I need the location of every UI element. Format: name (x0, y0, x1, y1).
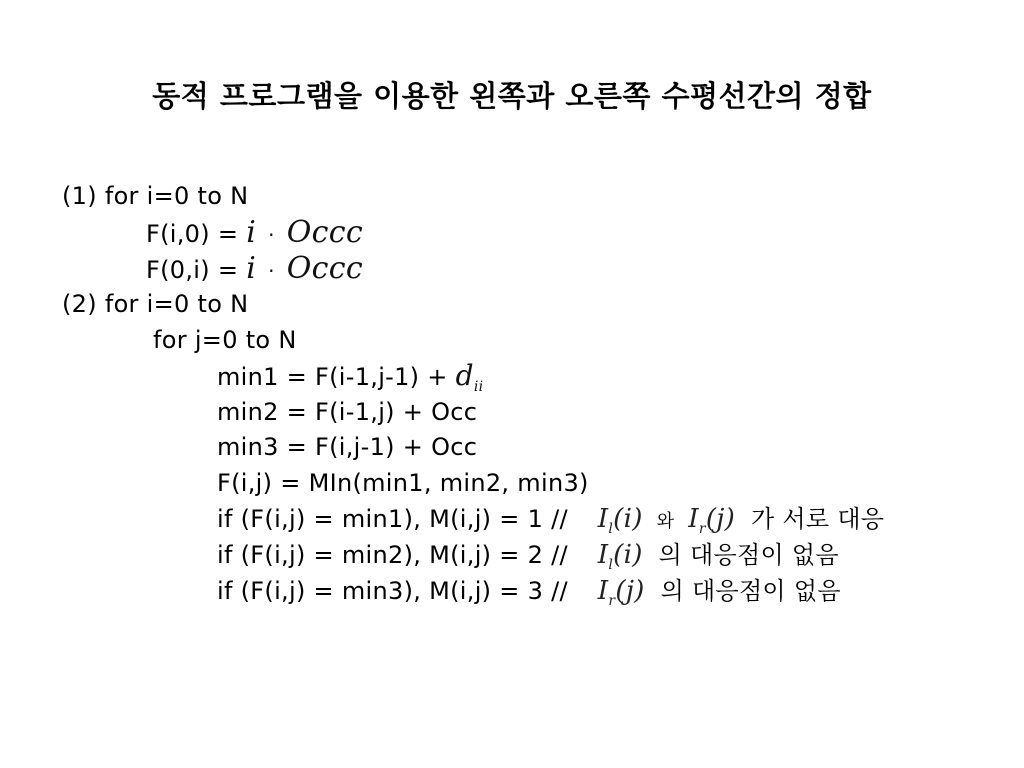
code-line-4: (2) for i=0 to N (62, 290, 249, 318)
code-line-2 (146, 215, 363, 250)
code-line-10 (217, 504, 884, 544)
code-text: min1 = F(i-1,j-1) + (217, 363, 448, 391)
formula-il: $I_l(i)$ (597, 540, 643, 573)
code-line-8: min3 = F(i,j-1) + Occ (217, 433, 478, 461)
math-d: d (455, 359, 474, 392)
code-line-6 (217, 361, 483, 402)
code-text: if (F(i,j) = min2), M(i,j) = 2 // (217, 541, 568, 569)
math-i: i (246, 215, 257, 250)
math-i: i (246, 251, 257, 286)
code-line-5: for j=0 to N (153, 326, 297, 354)
comment-and: 와 (656, 511, 675, 532)
formula-i-occ (246, 251, 363, 286)
math-dot: · (268, 223, 275, 247)
code-line-11 (217, 540, 839, 580)
comment-text: 의 대응점이 없음 (660, 577, 841, 605)
math-occ: Occc (286, 215, 363, 250)
code-text: if (F(i,j) = min3), M(i,j) = 3 // (217, 577, 568, 605)
math-occ: Occc (286, 251, 363, 286)
formula-i-occ (246, 215, 363, 250)
code-text: F(0,i) = (146, 256, 239, 284)
code-text: F(i,0) = (146, 220, 239, 248)
code-line-12 (217, 576, 841, 616)
comment-text: 의 대응점이 없음 (658, 541, 839, 569)
code-line-3 (146, 251, 363, 286)
math-dot: · (268, 259, 275, 283)
slide-title: 동적 프로그램을 이용한 왼쪽과 오른쪽 수평선간의 정합 (152, 79, 872, 113)
code-line-1: (1) for i=0 to N (62, 182, 249, 210)
formula-ir: $I_r(j)$ (688, 504, 736, 537)
formula-il: $I_l(i)$ (597, 504, 643, 537)
formula-ir: $I_r(j)$ (597, 576, 645, 609)
code-line-9: F(i,j) = MIn(min1, min2, min3) (217, 469, 589, 497)
code-line-7: min2 = F(i-1,j) + Occ (217, 398, 478, 426)
comment-text: 가 서로 대응 (751, 505, 885, 533)
formula-d (455, 359, 484, 395)
math-d-subscript: ii (473, 379, 484, 395)
code-text: if (F(i,j) = min1), M(i,j) = 1 // (217, 505, 568, 533)
